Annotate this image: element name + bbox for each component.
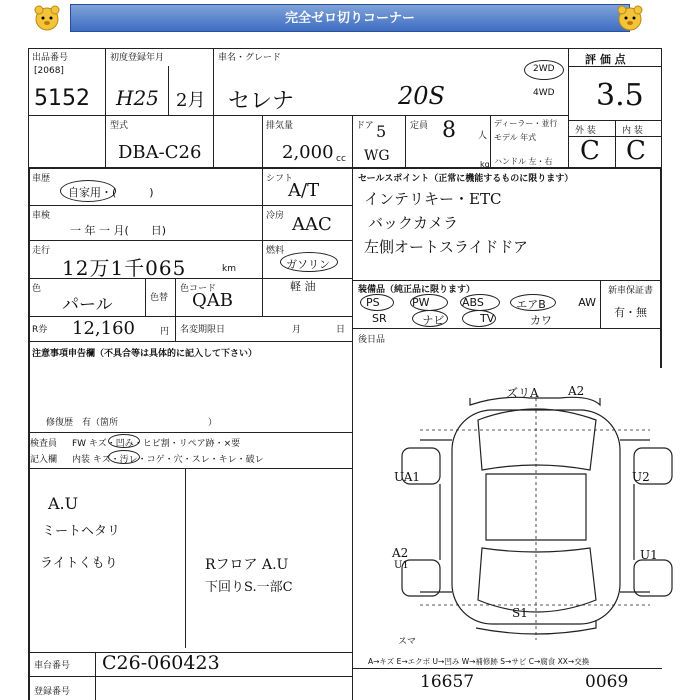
exterior-grade: C bbox=[580, 136, 600, 166]
mark-u2: U2 bbox=[632, 470, 650, 484]
mark-a2-left: A2 bbox=[392, 546, 409, 560]
capacity-value: 8 bbox=[442, 118, 456, 143]
exterior-label: 外 装 bbox=[575, 126, 596, 136]
interior-label: 内 装 bbox=[622, 126, 643, 136]
ps-circle bbox=[360, 294, 394, 311]
mileage-value: 12万1千065 bbox=[62, 256, 187, 280]
colorcode-label: 色コード bbox=[180, 284, 217, 294]
mark-u1-left: U1 bbox=[394, 560, 409, 571]
note-3: ライトくもり bbox=[40, 556, 118, 571]
mark-suma: スマ bbox=[398, 637, 416, 647]
tv-circle bbox=[462, 310, 496, 327]
door-label: ドア bbox=[356, 121, 374, 131]
drive-4wd: 4WD bbox=[533, 88, 555, 98]
door-value: 5 bbox=[376, 122, 387, 141]
sales-line-2: バックカメラ bbox=[368, 214, 459, 232]
equip-navi: ナビ bbox=[422, 314, 445, 327]
note-1: A.U bbox=[48, 494, 79, 513]
door-style: WG bbox=[364, 148, 390, 164]
score-label: 評 価 点 bbox=[585, 53, 626, 66]
disp-value: 2,000 bbox=[282, 142, 334, 163]
sales-label: セールスポイント（正常に機能するものに限ります） bbox=[358, 174, 574, 184]
disp-label: 排気量 bbox=[266, 121, 294, 131]
name-change-label: 名変期限日 bbox=[180, 325, 226, 335]
shift-label: シフト bbox=[266, 174, 294, 184]
color-label: 色 bbox=[32, 284, 42, 294]
equip-sr: SR bbox=[372, 312, 387, 325]
pw-circle bbox=[410, 294, 448, 311]
kg-unit: kg bbox=[480, 160, 490, 169]
car-name: セレナ bbox=[228, 89, 295, 114]
repair-history: 修復歴 有（箇所 ） bbox=[46, 418, 218, 428]
mileage-unit: km bbox=[222, 264, 236, 274]
recycle-value: 12,160 bbox=[72, 318, 135, 339]
writer-label: 記入欄 bbox=[30, 455, 58, 465]
note-2: ミートヘタリ bbox=[42, 524, 121, 539]
registration-label: 登録番号 bbox=[34, 687, 71, 697]
mark-ua1: UA1 bbox=[394, 470, 421, 484]
grade: 20S bbox=[398, 82, 445, 110]
reg-year: H25 bbox=[116, 86, 159, 110]
equip-label: 装備品（純正品に限ります） bbox=[358, 285, 476, 295]
inspection-value: 一 年 一 月( 日) bbox=[70, 224, 167, 237]
fw-row: FW キズ・凹み・ヒビ割・リペア跡・×要 bbox=[72, 439, 241, 449]
capacity-label: 定員 bbox=[410, 121, 429, 131]
name-change-month: 月 bbox=[292, 325, 302, 335]
interior-row: 内装 キズ・汚レ・コゲ・穴・スレ・キレ・破レ bbox=[72, 455, 264, 465]
inspector-label: 検査員 bbox=[30, 439, 58, 449]
warranty-value: 有・無 bbox=[614, 306, 647, 319]
chassis-value: C26-060423 bbox=[102, 652, 220, 674]
day-label: 後日品 bbox=[358, 335, 386, 345]
name-change-day: 日 bbox=[336, 325, 346, 335]
recycle-unit: 円 bbox=[160, 327, 170, 337]
disp-unit: cc bbox=[336, 154, 346, 164]
sales-line-1: インテリキー・ETC bbox=[364, 190, 502, 208]
note-5: 下回りS.一部C bbox=[205, 580, 293, 595]
equip-ps: PS bbox=[366, 296, 380, 309]
equip-aw: AW bbox=[578, 296, 596, 309]
lot-sub: [2068] bbox=[34, 66, 64, 76]
first-reg-label: 初度登録年月 bbox=[110, 53, 165, 63]
recycle-label: R券 bbox=[32, 325, 48, 335]
fw-kizu-circle bbox=[108, 434, 140, 448]
airbag-circle bbox=[510, 294, 556, 311]
model-label: 型式 bbox=[110, 121, 129, 131]
lot-number: 5152 bbox=[34, 86, 90, 111]
new-car-label: 新車保証書 bbox=[608, 286, 654, 296]
shift-value: A/T bbox=[288, 180, 320, 201]
color-value: パール bbox=[62, 295, 113, 315]
bottom-code-1: 16657 bbox=[420, 672, 475, 692]
drive-2wd: 2WD bbox=[533, 64, 555, 74]
model-value: DBA-C26 bbox=[118, 142, 202, 163]
capacity-unit: 人 bbox=[478, 131, 488, 141]
inspection-label: 車検 bbox=[32, 211, 51, 221]
score-value: 3.5 bbox=[596, 78, 644, 113]
model-year-label: モデル 年式 bbox=[494, 133, 537, 142]
tone-label: 色替 bbox=[150, 293, 169, 303]
sales-line-3: 左側オートスライドドア bbox=[364, 238, 528, 256]
equip-airbag: エアB bbox=[516, 298, 546, 311]
dealer-label: ディーラー・並行 bbox=[494, 119, 558, 128]
bottom-code-2: 0069 bbox=[585, 672, 629, 692]
history-value: 自家用・( ) bbox=[68, 186, 154, 199]
note-4: Rフロア A.U bbox=[205, 557, 289, 573]
lot-label: 出品番号 bbox=[32, 53, 69, 63]
fuel-label: 燃料 bbox=[266, 246, 285, 256]
chassis-label: 車台番号 bbox=[34, 661, 71, 671]
mark-a2-top: A2 bbox=[568, 384, 585, 398]
mileage-label: 走行 bbox=[32, 246, 51, 256]
equip-abs: ABS bbox=[461, 296, 484, 309]
fuel-alt: 軽 油 bbox=[290, 280, 316, 293]
bear-logo-right-icon bbox=[615, 3, 645, 33]
int-kizu-circle bbox=[108, 450, 140, 464]
equip-pw: PW bbox=[412, 296, 430, 309]
reg-month: 2月 bbox=[176, 90, 206, 111]
bear-logo-left-icon bbox=[32, 3, 62, 33]
handle-label: ハンドル 左・右 bbox=[494, 157, 553, 166]
ac-value: AAC bbox=[292, 214, 332, 235]
banner-title: 完全ゼロ切りコーナー bbox=[70, 4, 630, 32]
colorcode-value: QAB bbox=[192, 290, 233, 311]
car-label: 車名・グレード bbox=[218, 53, 282, 63]
damage-legend: A→キズ E→エクボ U→凹み W→補修跡 S→サビ C→腐食 XX→交換 bbox=[368, 657, 590, 666]
ac-label: 冷房 bbox=[266, 211, 285, 221]
equip-leather: カワ bbox=[530, 314, 552, 327]
abs-circle bbox=[460, 294, 500, 311]
fuel-value: ガソリン bbox=[286, 258, 330, 271]
mark-u1-right: U1 bbox=[640, 548, 658, 562]
history-label: 車歴 bbox=[32, 174, 51, 184]
mark-zuri-a: ズリA bbox=[506, 386, 539, 400]
equip-tv: TV bbox=[480, 312, 495, 325]
notes-label: 注意事項申告欄（不具合等は具体的に記入して下さい） bbox=[32, 349, 258, 359]
mark-s1: S1 bbox=[512, 606, 528, 620]
interior-grade: C bbox=[626, 136, 646, 166]
navi-circle bbox=[412, 310, 448, 327]
